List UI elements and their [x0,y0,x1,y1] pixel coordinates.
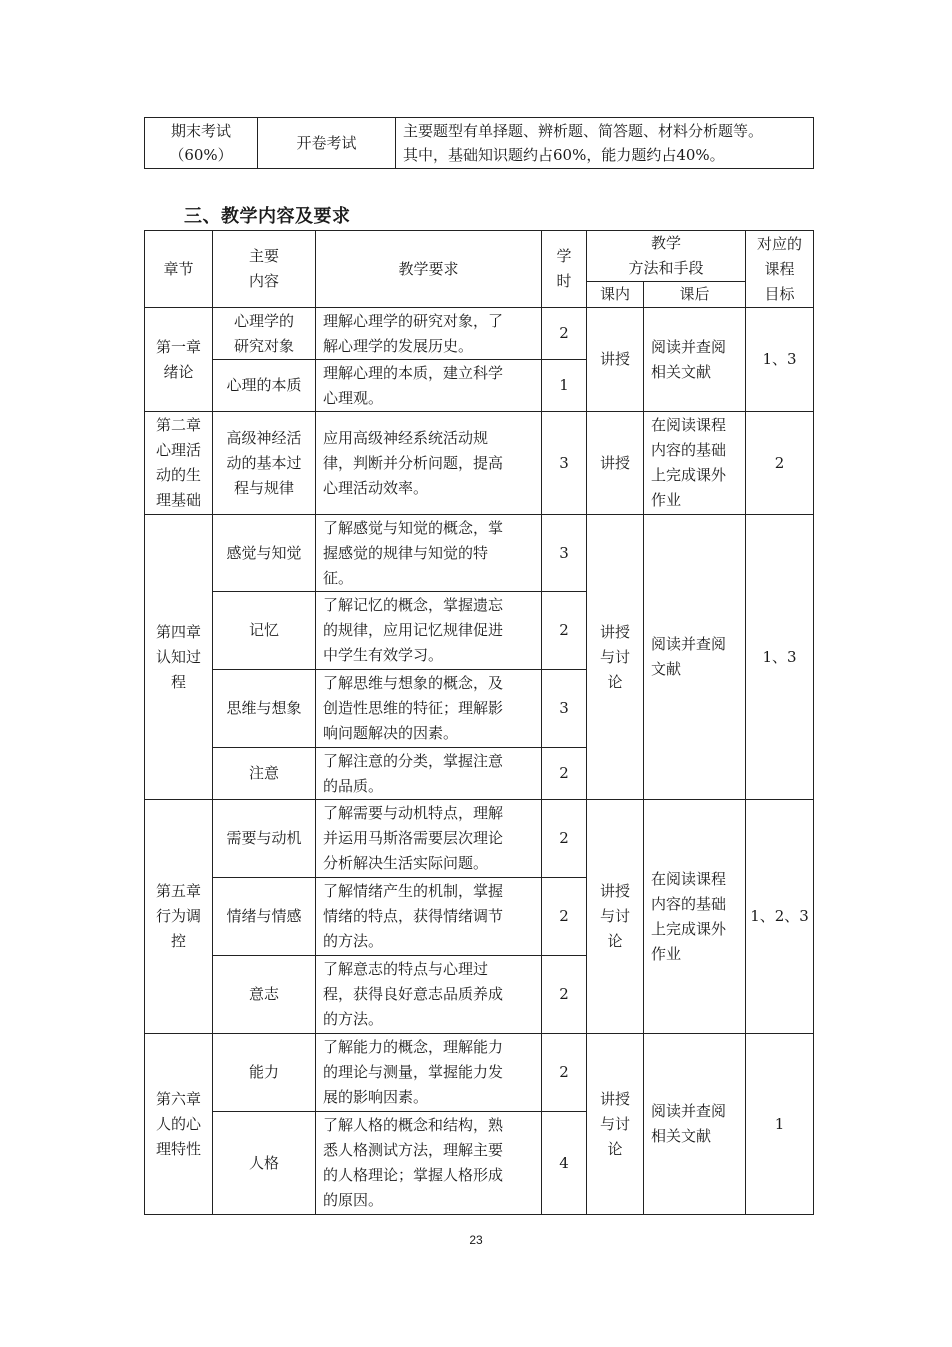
chapter-name: 第五章 行为调 控 [145,800,213,1034]
header-after-class: 课后 [644,282,746,308]
header-in-class: 课内 [587,282,644,308]
topic-content: 能力 [213,1034,316,1112]
course-objective: 1 [746,1034,814,1215]
topic-hours: 2 [542,1034,587,1112]
header-main-content: 主要 内容 [213,231,316,308]
topic-hours: 2 [542,308,587,360]
chapter-name: 第四章 认知过 程 [145,515,213,800]
topic-content: 情绪与情感 [213,878,316,956]
topic-requirement: 了解意志的特点与心理过 程，获得良好意志品质养成 的方法。 [316,956,542,1034]
after-class-method: 在阅读课程 内容的基础 上完成课外 作业 [644,800,746,1034]
topic-content: 感觉与知觉 [213,515,316,592]
topic-hours: 2 [542,956,587,1034]
course-objective: 1、3 [746,308,814,412]
table-row [145,412,814,515]
header-hours: 学 时 [542,231,587,308]
topic-content: 人格 [213,1112,316,1215]
topic-requirement: 应用高级神经系统活动规 律，判断并分析问题，提高 心理活动效率。 [316,412,542,515]
topic-hours: 2 [542,800,587,878]
topic-content: 注意 [213,748,316,800]
assessment-table [144,117,814,169]
topic-content: 心理的本质 [213,360,316,412]
topic-requirement: 了解能力的概念，理解能力 的理论与测量，掌握能力发 展的影响因素。 [316,1034,542,1112]
topic-requirement: 了解注意的分类，掌握注意 的品质。 [316,748,542,800]
header-requirements: 教学要求 [316,231,542,308]
header-method: 教学 方法和手段 [587,231,746,282]
in-class-method: 讲授 [587,412,644,515]
topic-requirement: 了解需要与动机特点，理解 并运用马斯洛需要层次理论 分析解决生活实际问题。 [316,800,542,878]
teaching-content-table [144,230,814,1215]
assessment-description: 主要题型有单择题、辨析题、简答题、材料分析题等。 其中，基础知识题约占60%，能力题约占40%。 [396,118,814,169]
topic-content: 记忆 [213,592,316,670]
header-objective: 对应的 课程 目标 [746,231,814,308]
topic-hours: 3 [542,670,587,748]
in-class-method: 讲授 与讨 论 [587,800,644,1034]
topic-content: 思维与想象 [213,670,316,748]
topic-requirement: 了解记忆的概念，掌握遗忘 的规律，应用记忆规律促进 中学生有效学习。 [316,592,542,670]
in-class-method: 讲授 与讨 论 [587,1034,644,1215]
chapter-name: 第六章 人的心 理特性 [145,1034,213,1215]
topic-requirement: 理解心理学的研究对象，了 解心理学的发展历史。 [316,308,542,360]
in-class-method: 讲授 与讨 论 [587,515,644,800]
course-objective: 1、3 [746,515,814,800]
in-class-method: 讲授 [587,308,644,412]
topic-hours: 2 [542,592,587,670]
after-class-method: 在阅读课程 内容的基础 上完成课外 作业 [644,412,746,515]
topic-content: 心理学的 研究对象 [213,308,316,360]
topic-hours: 2 [542,748,587,800]
chapter-name: 第二章 心理活 动的生 理基础 [145,412,213,515]
topic-content: 需要与动机 [213,800,316,878]
assessment-row [145,118,814,169]
topic-requirement: 了解人格的概念和结构，熟 悉人格测试方法，理解主要 的人格理论；掌握人格形成 的原因。 [316,1112,542,1215]
after-class-method: 阅读并查阅 相关文献 [644,308,746,412]
after-class-method: 阅读并查阅 相关文献 [644,1034,746,1215]
table-row [145,1034,814,1112]
section-title: 三、教学内容及要求 [184,206,351,227]
topic-requirement: 了解感觉与知觉的概念，掌 握感觉的规律与知觉的特 征。 [316,515,542,592]
table-row [145,308,814,360]
topic-requirement: 了解情绪产生的机制，掌握 情绪的特点，获得情绪调节 的方法。 [316,878,542,956]
table-header-row [145,231,814,282]
page-number: 23 [469,1233,483,1247]
assessment-method: 开卷考试 [258,118,396,169]
topic-hours: 1 [542,360,587,412]
header-chapter: 章节 [145,231,213,308]
topic-hours: 3 [542,515,587,592]
assessment-category: 期末考试 （60%） [145,118,258,169]
topic-hours: 2 [542,878,587,956]
topic-requirement: 了解思维与想象的概念，及 创造性思维的特征；理解影 响问题解决的因素。 [316,670,542,748]
table-row [145,515,814,592]
course-objective: 2 [746,412,814,515]
table-row [145,800,814,878]
topic-content: 意志 [213,956,316,1034]
topic-hours: 4 [542,1112,587,1215]
topic-content: 高级神经活 动的基本过 程与规律 [213,412,316,515]
topic-requirement: 理解心理的本质，建立科学 心理观。 [316,360,542,412]
course-objective: 1、2、3 [746,800,814,1034]
topic-hours: 3 [542,412,587,515]
after-class-method: 阅读并查阅 文献 [644,515,746,800]
chapter-name: 第一章 绪论 [145,308,213,412]
